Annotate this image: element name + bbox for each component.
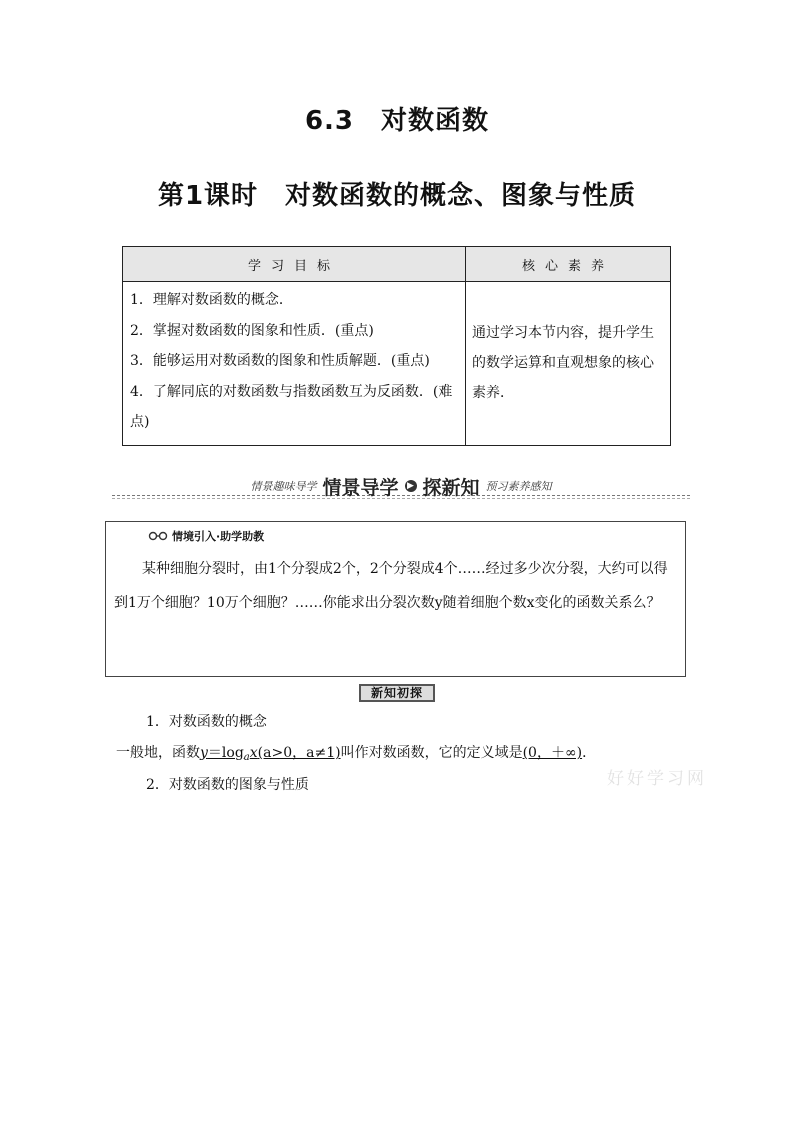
new-knowledge-label-text: 新知初探 — [359, 684, 435, 702]
banner-main-text-2: 探新知 — [422, 476, 480, 499]
intro-tag-label: 情境引入·助学助教 — [172, 530, 265, 543]
definition-formula: $y=\log_ax(a>0$，a≠1) — [200, 745, 341, 763]
goal-item: 2．掌握对数函数的图象和性质．(重点) — [130, 322, 374, 339]
definition-line: 一般地，函数$y=\log_ax(a>0$，a≠1)叫作对数函数，它的定义域是(0，＋∞)． — [116, 745, 597, 763]
glasses-icon — [148, 531, 168, 541]
header-goals: 学习目标 — [123, 247, 466, 282]
new-knowledge-label — [0, 682, 794, 702]
intro-box — [105, 521, 686, 677]
item-2-heading: 2．对数函数的图象与性质 — [146, 777, 309, 793]
goal-item: 1．理解对数函数的概念． — [130, 292, 293, 308]
definition-domain: (0，＋∞) — [522, 745, 583, 761]
banner-right-text: 预习素养感知 — [485, 480, 552, 493]
definition-prefix: 一般地，函数 — [116, 745, 200, 761]
definition-middle: 叫作对数函数，它的定义域是 — [340, 745, 523, 761]
section-title: 6.3 对数函数 — [304, 106, 490, 136]
literacy-cell: 通过学习本节内容，提升学生的数学运算和直观想象的核心素养． — [466, 282, 671, 446]
header-literacy: 核心素养 — [466, 247, 671, 282]
banner-left-text: 情景趣味导学 — [250, 480, 317, 493]
item-1-heading: 1．对数函数的概念 — [146, 714, 267, 730]
objectives-table — [122, 246, 671, 446]
lesson-title: 第1课时 对数函数的概念、图象与性质 — [157, 181, 637, 211]
goals-cell — [123, 282, 466, 446]
goal-item: 4．了解同底的对数函数与指数函数互为反函数．(难点) — [130, 383, 453, 430]
intro-tag — [148, 528, 264, 544]
goal-item: 3．能够运用对数函数的图象和性质解题．(重点) — [130, 353, 430, 369]
banner-main-text: 情景导学 — [322, 476, 399, 499]
intro-paragraph: 某种细胞分裂时，由1个分裂成2个，2个分裂成4个……经过多少次分裂，大约可以得到1万个细胞？10万个细胞？……你能求出分裂次数y随着细胞个数x变化的函数关系么？ — [114, 561, 668, 611]
watermark: 好好学习网 — [607, 769, 707, 789]
arrow-right-icon: ▶ — [405, 480, 417, 492]
section-banner — [112, 475, 690, 499]
